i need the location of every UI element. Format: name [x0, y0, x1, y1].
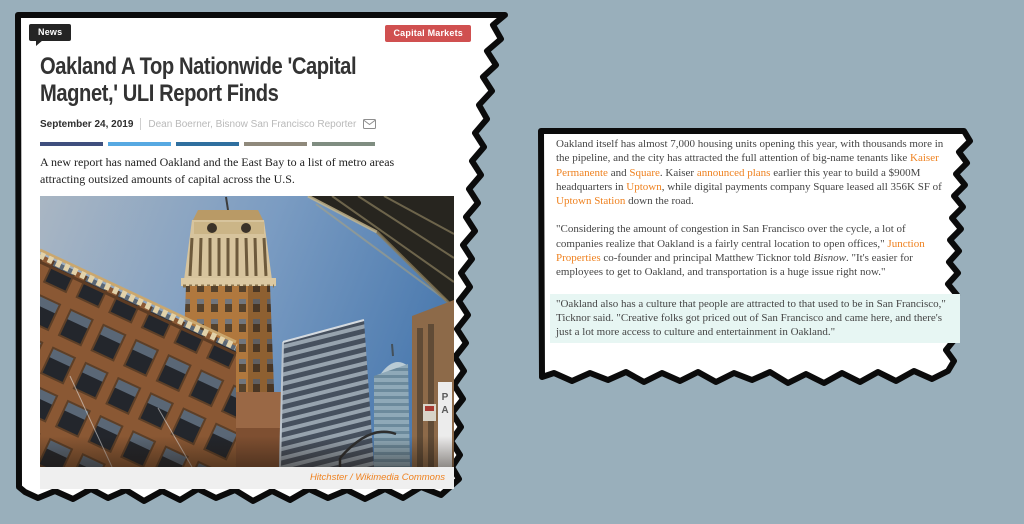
article-headline: Oakland A Top Nationwide 'Capital Magnet,' ULI Report Finds	[40, 53, 357, 107]
social-share-bars[interactable]	[40, 142, 470, 146]
article-date: September 24, 2019	[40, 118, 134, 130]
photo-caption[interactable]: Hitchster / Wikimedia Commons	[40, 467, 454, 489]
excerpt-text: . "It's easier for employees to get to Oakland, and transportation is a huge issue right now."	[556, 252, 913, 279]
excerpt-paragraphs	[556, 137, 954, 343]
parking-sign-text: P A	[441, 392, 449, 416]
excerpt-text: down the road.	[625, 195, 694, 208]
excerpt-link[interactable]: announced plans	[696, 166, 771, 179]
excerpt-text: "Considering the amount of congestion in San Francisco over the cycle, a lot of companies realize that Oakland is a fairly central location to open offices,"	[556, 223, 906, 250]
byline-row	[40, 118, 470, 130]
news-tag-label: News	[38, 27, 63, 37]
news-tag[interactable]	[29, 24, 71, 41]
excerpt-text: , while digital payments company Square leased all 356K SF of	[661, 180, 942, 193]
byline-divider	[140, 118, 141, 130]
excerpt-clipping	[536, 125, 982, 397]
excerpt-link[interactable]: Kaiser Permanente	[556, 152, 939, 179]
article-photo	[40, 196, 454, 467]
excerpt-paragraph	[556, 137, 954, 208]
excerpt-text: earlier this year to build a $900M headquarters in	[556, 166, 921, 193]
article-byline: Dean Boerner, Bisnow San Francisco Reporter	[148, 118, 357, 130]
article-lead: A new report has named Oakland and the East Bay to a list of metro areas attracting outsized amounts of capital across the U.S.	[40, 155, 395, 186]
share-bar[interactable]	[244, 142, 307, 146]
excerpt-paragraph	[556, 222, 954, 279]
excerpt-text: "Oakland also has a culture that people are attracted to that used to be in San Francisco," Ticknor said. "Creative folks got priced out of San Francisco and came here, and there's just a lot more access to culture and entertainment in Oakland."	[556, 297, 946, 339]
article-clipping	[13, 9, 513, 511]
excerpt-link[interactable]: Uptown Station	[556, 195, 626, 208]
share-bar[interactable]	[40, 142, 103, 146]
article-page	[20, 16, 470, 489]
italic-text: Bisnow	[813, 252, 846, 265]
excerpt-link[interactable]: Junction Properties	[556, 237, 925, 265]
share-bar[interactable]	[312, 142, 375, 146]
envelope-icon[interactable]	[363, 119, 376, 129]
excerpt-text: Oakland itself has almost 7,000 housing units opening this year, with thousands more in the pipeline, and the city has attracted the full attention of big-name tenants like	[556, 138, 944, 165]
excerpt-text: co-founder and principal Matthew Ticknor told	[600, 252, 814, 265]
share-bar[interactable]	[176, 142, 239, 146]
excerpt-link[interactable]: Uptown	[626, 180, 662, 193]
photo-street-shadow	[40, 436, 454, 467]
excerpt-paragraph-highlighted	[550, 294, 960, 343]
excerpt-text: . Kaiser	[659, 166, 697, 179]
category-badge[interactable]: Capital Markets	[385, 25, 471, 42]
share-bar[interactable]	[108, 142, 171, 146]
excerpt-text: and	[607, 166, 630, 179]
excerpt-link[interactable]: Square	[629, 166, 660, 179]
